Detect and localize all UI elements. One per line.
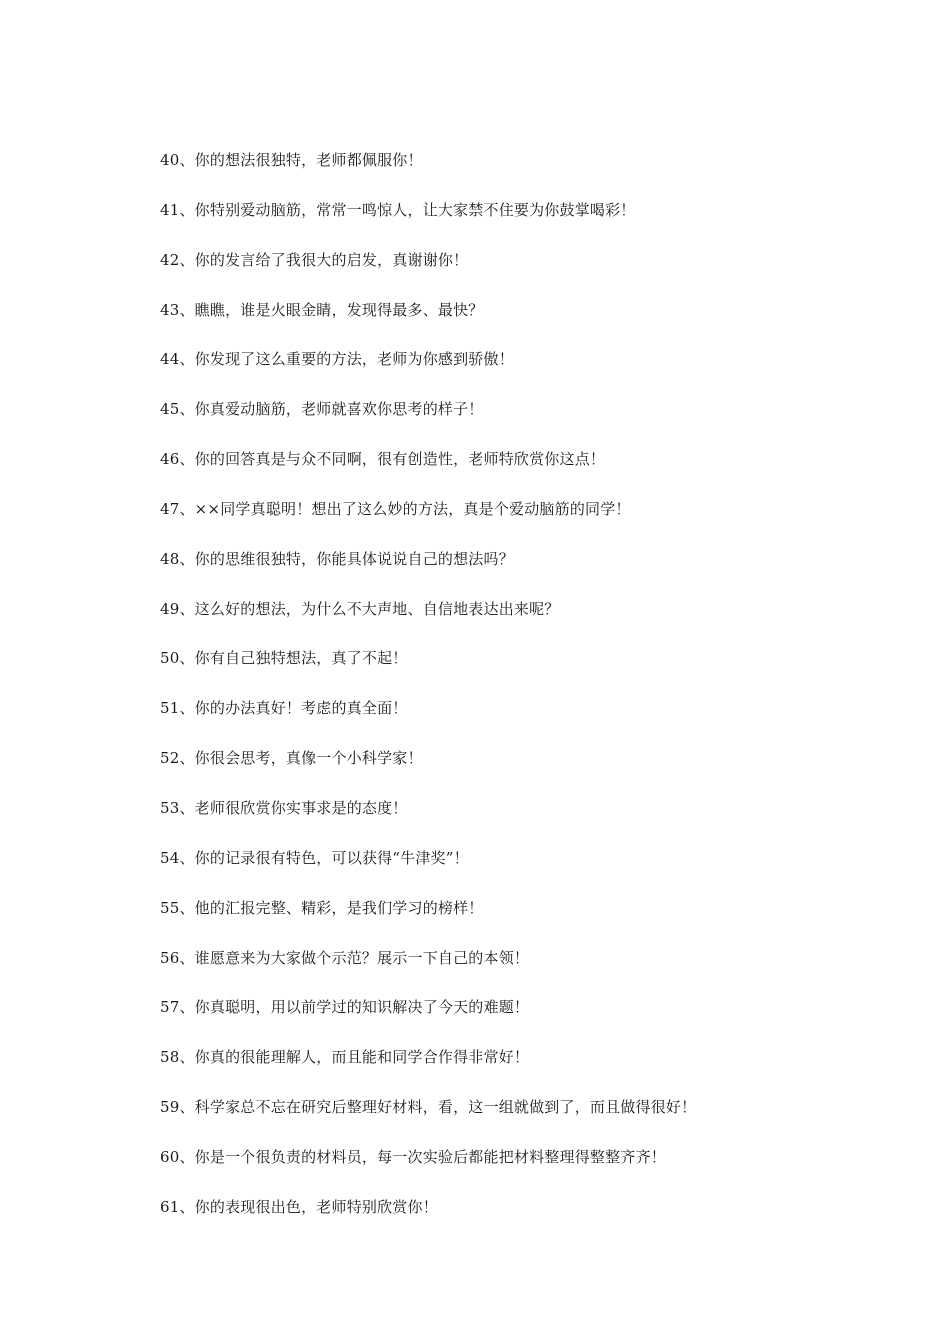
list-item: 53、老师很欣赏你实事求是的态度！ <box>160 798 408 817</box>
list-item: 52、你很会思考，真像一个小科学家！ <box>160 749 423 768</box>
list-item: 55、他的汇报完整、精彩，是我们学习的榜样！ <box>160 898 484 917</box>
list-item: 51、你的办法真好！考虑的真全面！ <box>160 699 408 718</box>
list-item: 47、××同学真聪明！想出了这么妙的方法，真是个爱动脑筋的同学！ <box>160 499 631 518</box>
list-item: 48、你的思维很独特，你能具体说说自己的想法吗？ <box>160 549 514 568</box>
list-item: 60、你是一个很负责的材料员，每一次实验后都能把材料整理得整整齐齐！ <box>160 1147 666 1166</box>
list-item: 54、你的记录很有特色，可以获得“牛津奖”！ <box>160 848 469 867</box>
list-item: 45、你真爱动脑筋，老师就喜欢你思考的样子！ <box>160 400 484 419</box>
praise-list <box>160 148 920 1245</box>
list-item: 58、你真的很能理解人，而且能和同学合作得非常好！ <box>160 1048 530 1067</box>
list-item: 42、你的发言给了我很大的启发，真谢谢你！ <box>160 250 469 269</box>
list-item: 50、你有自己独特想法，真了不起！ <box>160 649 408 668</box>
list-item: 56、谁愿意来为大家做个示范？展示一下自己的本领！ <box>160 948 530 967</box>
list-item: 46、你的回答真是与众不同啊，很有创造性，老师特欣赏你这点！ <box>160 450 606 469</box>
list-item: 59、科学家总不忘在研究后整理好材料，看，这一组就做到了，而且做得很好！ <box>160 1098 697 1117</box>
list-item: 40、你的想法很独特，老师都佩服你！ <box>160 151 423 169</box>
list-item: 57、你真聪明，用以前学过的知识解决了今天的难题！ <box>160 998 530 1017</box>
list-item: 49、这么好的想法，为什么不大声地、自信地表达出来呢？ <box>160 599 560 618</box>
list-item: 44、你发现了这么重要的方法，老师为你感到骄傲！ <box>160 350 514 369</box>
list-item: 41、你特别爱动脑筋，常常一鸣惊人，让大家禁不住要为你鼓掌喝彩！ <box>160 200 636 219</box>
list-item: 61、你的表现很出色，老师特别欣赏你！ <box>160 1197 438 1216</box>
list-item: 43、瞧瞧，谁是火眼金睛，发现得最多、最快？ <box>160 300 484 319</box>
